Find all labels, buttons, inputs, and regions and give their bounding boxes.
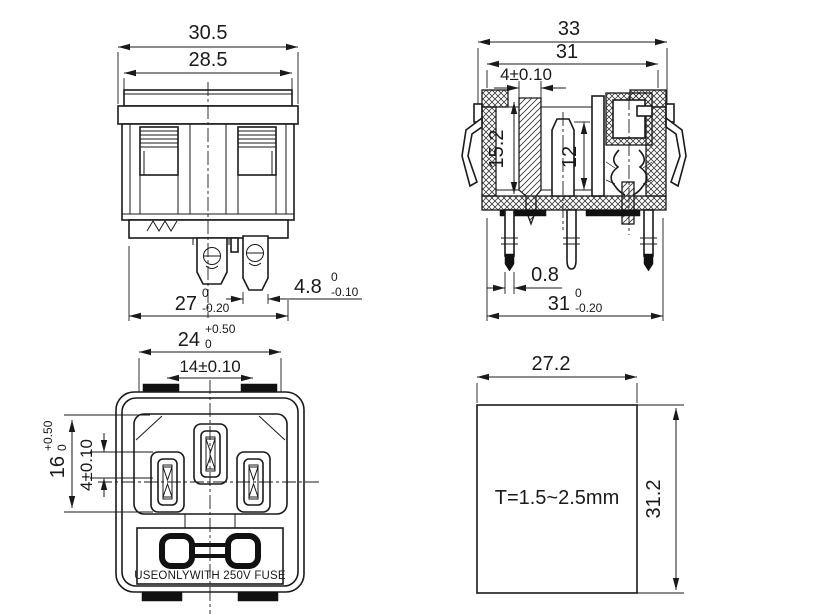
tolerance-lower: -0.10 [331,285,359,299]
dimension-label-group [41,420,69,478]
solder-pin-middle [563,210,580,269]
dimension-label: 0.8 [531,264,559,286]
tolerance-lower: -0.20 [202,301,230,315]
panel-thickness-note: T=1.5~2.5mm [494,487,620,509]
dimension-label: 27 [174,293,197,315]
section-body [462,90,686,271]
tolerance-upper: 0 [331,270,338,284]
dimension-label: 30.5 [188,22,228,44]
dimension-label: 4±0.10 [500,65,552,84]
dimension-label: 24 [177,329,200,351]
fuse-warning-label: USEONLYWITH 250V FUSE [134,570,286,582]
face-view [41,322,322,614]
center-pin-stub [231,238,238,252]
tolerance-upper: +0.50 [205,322,236,336]
seal-strip [586,210,640,216]
terminal-left [197,238,227,284]
dimension-label: 14±0.10 [179,357,241,376]
tolerance-upper: 0 [575,286,582,300]
solder-pin-right [640,210,657,271]
dimension-label: 15.2 [486,129,508,169]
dimension-label: 28.5 [188,49,228,71]
dimension-label: 33 [557,18,581,40]
terminal-right [243,236,268,290]
latch-spring-left [462,118,482,186]
panel-cutout-view [477,353,684,593]
tolerance-upper: +0.50 [41,420,55,451]
base [482,196,666,210]
mount-tab-bottom-left [142,592,182,601]
divider-wall [592,96,604,196]
dimension-label: 31 [555,41,579,63]
dimension-label: 12 [559,145,581,169]
front-view [118,22,362,321]
dim-section-pin-thickness [487,264,562,294]
dimension-label: 31 [547,293,570,315]
fuse-chamber-notch [637,106,652,116]
latch-spring-right [666,118,686,186]
dim-cutout-height [637,405,684,593]
dim-cutout-width [477,353,637,403]
front-body-outline [118,82,298,318]
solder-pin-left [501,210,518,271]
tolerance-upper: 0 [202,286,209,300]
dimension-label: 4±0.10 [77,439,96,491]
dimension-label: 27.2 [531,353,571,375]
dimension-label: 16 [47,456,69,479]
tolerance-lower: 0 [55,444,69,451]
flange-section-left [482,90,508,107]
tolerance-lower: 0 [205,337,212,351]
side-section-view [462,18,686,321]
dimension-label: 4.8 [294,276,322,298]
tolerance-lower: -0.20 [575,301,603,315]
dimension-label: 31.2 [643,479,665,519]
fuse-pin [622,182,634,224]
mount-tab-bottom-right [238,592,278,601]
